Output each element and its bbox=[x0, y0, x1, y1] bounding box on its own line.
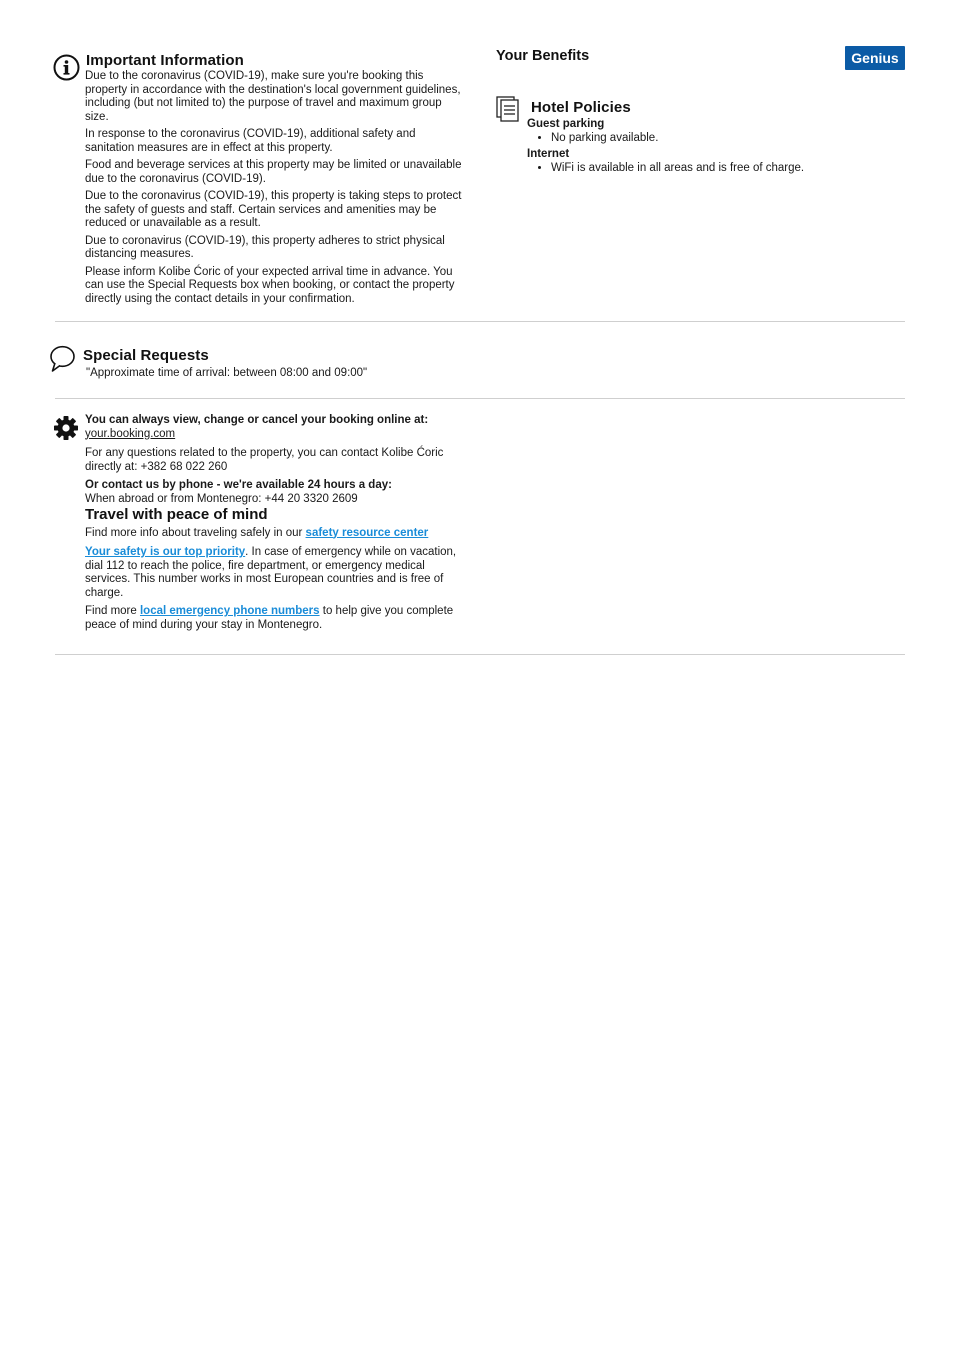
safety-resource-link[interactable]: safety resource center bbox=[305, 526, 429, 539]
travel-paragraph bbox=[85, 527, 465, 541]
emergency-numbers-link[interactable]: local emergency phone numbers bbox=[139, 605, 320, 617]
safety-priority-link[interactable]: Your safety is our top priority bbox=[85, 546, 246, 558]
policy-label-internet: Internet bbox=[527, 148, 570, 160]
travel-paragraph bbox=[85, 546, 465, 600]
genius-badge: Genius bbox=[845, 46, 905, 70]
info-icon bbox=[53, 54, 80, 81]
travel-text: to help give you complete peace of mind during your stay in Montenegro. bbox=[85, 605, 454, 631]
important-paragraph: Food and beverage services at this property may be limited or unavailable due to the coronavirus (COVID-19). bbox=[85, 159, 462, 185]
travel-title: Travel with peace of mind bbox=[85, 506, 268, 523]
booking-site-link[interactable]: your.booking.com bbox=[85, 427, 176, 440]
important-paragraph: In response to the coronavirus (COVID-19), additional safety and sanitation measures are in effect at this property. bbox=[85, 128, 416, 154]
travel-text: Find more bbox=[85, 605, 140, 617]
special-requests-title: Special Requests bbox=[83, 347, 209, 364]
speech-bubble-icon bbox=[49, 345, 76, 373]
policies-body bbox=[527, 117, 907, 177]
divider bbox=[55, 321, 905, 322]
property-contact-text: For any questions related to the property, you can contact Kolibe Ćoric directly at: +382 68 022 260 bbox=[85, 447, 444, 473]
benefits-title: Your Benefits bbox=[496, 48, 590, 64]
manage-heading: You can always view, change or cancel your booking online at: bbox=[85, 414, 429, 426]
important-title: Important Information bbox=[86, 52, 244, 69]
policy-item: • WiFi is available in all areas and is free of charge. bbox=[551, 161, 907, 175]
travel-text: Find more info about traveling safely in our bbox=[85, 526, 306, 539]
policy-label-parking: Guest parking bbox=[527, 118, 605, 130]
phone-text: When abroad or from Montenegro: +44 20 3320 2609 bbox=[85, 492, 358, 505]
policy-list bbox=[527, 131, 907, 145]
important-info-body bbox=[85, 70, 463, 310]
gear-icon bbox=[53, 415, 79, 441]
policies-title: Hotel Policies bbox=[531, 99, 631, 116]
important-paragraph: Due to coronavirus (COVID-19), this property adheres to strict physical distancing measures. bbox=[85, 234, 445, 260]
important-paragraph: Due to the coronavirus (COVID-19), this property is taking steps to protect the safety of guests and staff. Certain services and amenities may be reduced or unavailable as a result. bbox=[85, 190, 462, 229]
manage-booking-body bbox=[85, 414, 465, 636]
special-requests-text: "Approximate time of arrival: between 08:00 and 09:00" bbox=[86, 367, 368, 379]
important-paragraph: Due to the coronavirus (COVID-19), make sure you're booking this property in accordance with the destination's local government guidelines, including (but not limited to) the purpose of travel and maximum group size. bbox=[85, 70, 461, 123]
phone-heading: Or contact us by phone - we're available 24 hours a day: bbox=[85, 479, 392, 491]
document-icon bbox=[496, 96, 520, 122]
divider bbox=[55, 654, 905, 655]
policy-list bbox=[527, 161, 907, 175]
divider bbox=[55, 398, 905, 399]
travel-text: . In case of emergency while on vacation, dial 112 to reach the police, fire department, or emergency medical services. This number works in most European countries and is free of charge. bbox=[85, 546, 457, 599]
travel-paragraph bbox=[85, 605, 465, 632]
policy-item: • No parking available. bbox=[551, 131, 907, 145]
important-paragraph: Please inform Kolibe Ćoric of your expected arrival time in advance. You can use the Special Requests box when booking, or contact the property directly using the contact details in your confirmation. bbox=[85, 265, 455, 305]
